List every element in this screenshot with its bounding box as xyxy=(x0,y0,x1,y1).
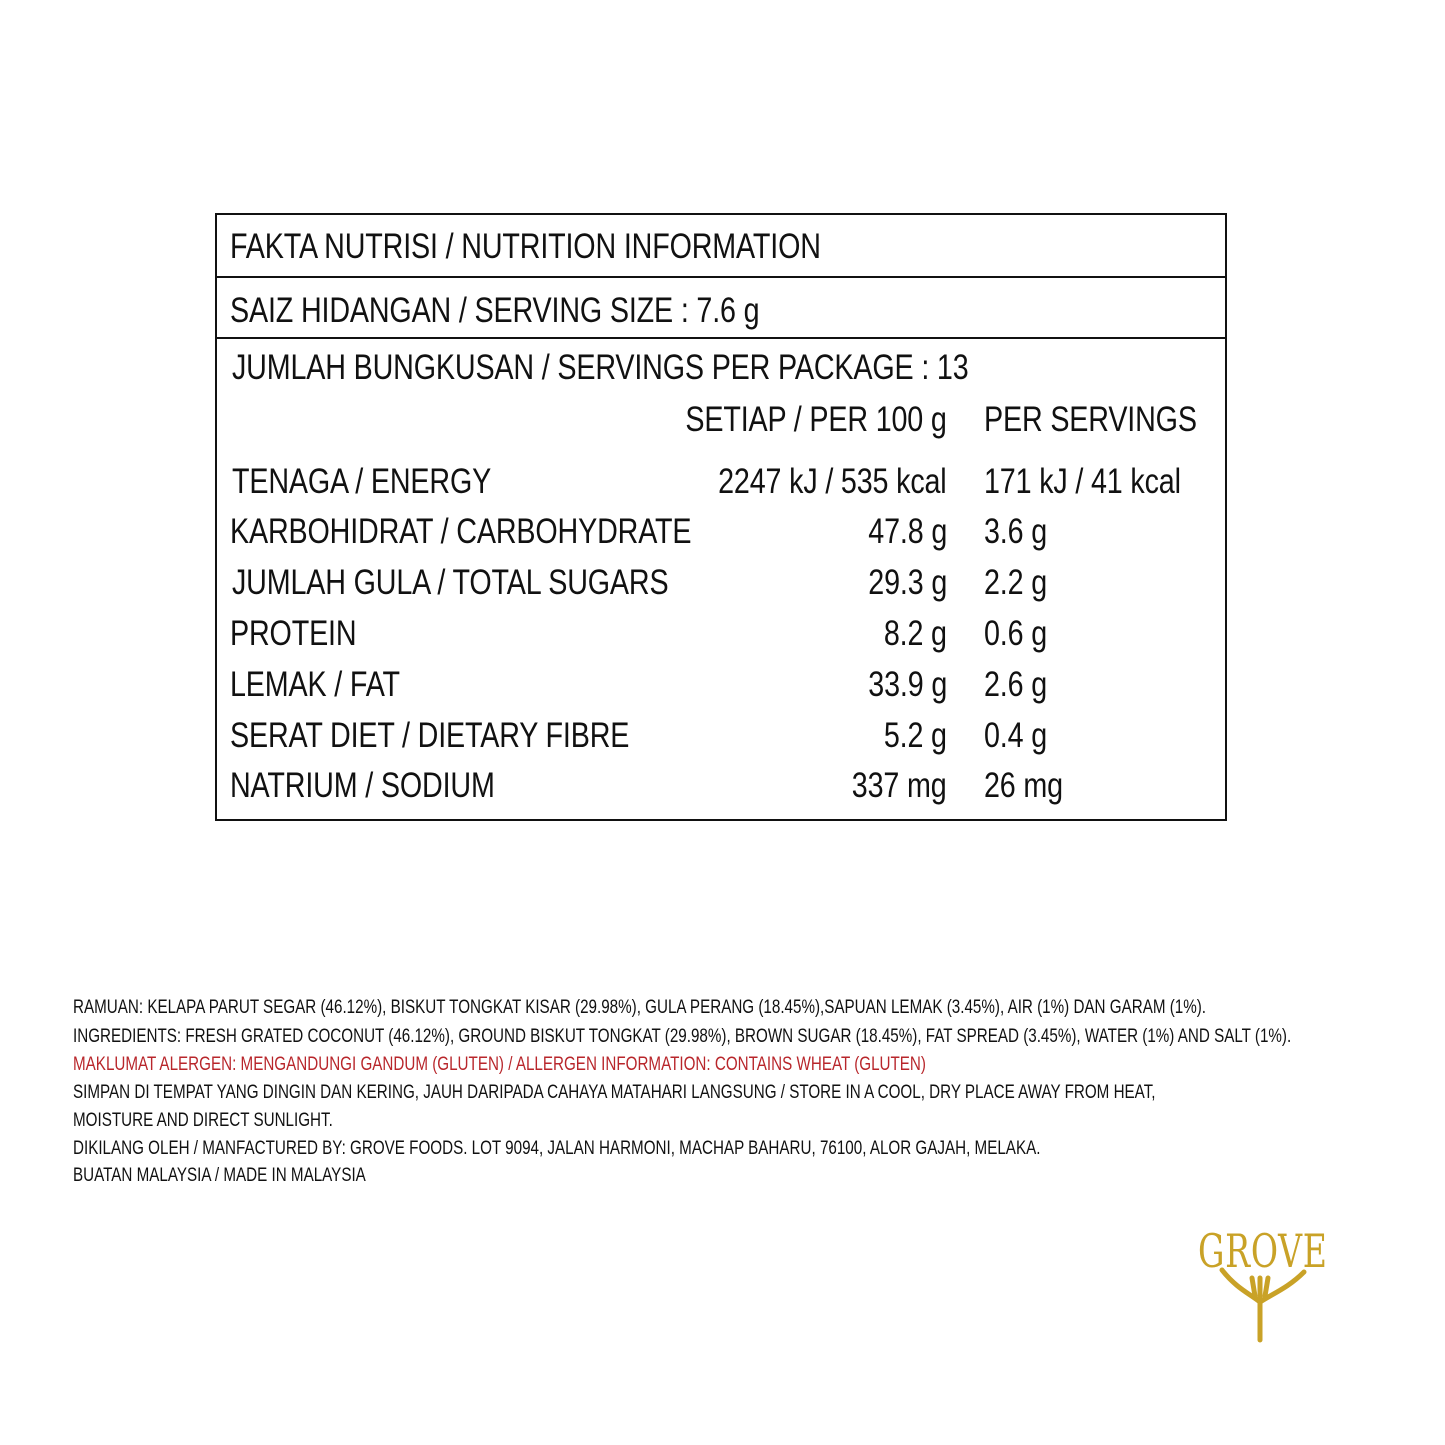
nutrition-panel xyxy=(215,213,1227,821)
serving-size: SAIZ HIDANGAN / SERVING SIZE : 7.6 g xyxy=(230,291,760,330)
column-header-per-100g: SETIAP / PER 100 g xyxy=(685,400,947,439)
ingredients-english: INGREDIENTS: FRESH GRATED COCONUT (46.12%), GROUND BISKUT TONGKAT (29.98%), BROWN SUGAR (18.45%), FAT SPREAD (3.45%), WATER (1%) AND SALT (1%). xyxy=(73,1026,1292,1047)
row-value-per-serving: 26 mg xyxy=(984,766,1063,805)
storage-instructions-continued: MOISTURE AND DIRECT SUNLIGHT. xyxy=(73,1110,333,1131)
logo-text: GROVE xyxy=(1198,1224,1328,1278)
row-value-per-serving: 3.6 g xyxy=(984,512,1048,551)
row-label: TENAGA / ENERGY xyxy=(232,462,492,501)
divider xyxy=(217,276,1225,278)
row-value-per-100g: 29.3 g xyxy=(868,563,947,602)
allergen-info: MAKLUMAT ALERGEN: MENGANDUNGI GANDUM (GLUTEN) / ALLERGEN INFORMATION: CONTAINS WHEAT (GLUTEN) xyxy=(73,1054,926,1075)
row-value-per-serving: 2.6 g xyxy=(984,665,1048,704)
row-value-per-serving: 171 kJ / 41 kcal xyxy=(984,462,1181,501)
row-label: KARBOHIDRAT / CARBOHYDRATE xyxy=(230,512,692,551)
row-value-per-100g: 5.2 g xyxy=(883,716,947,755)
row-value-per-100g: 47.8 g xyxy=(868,512,947,551)
ingredients-malay: RAMUAN: KELAPA PARUT SEGAR (46.12%), BISKUT TONGKAT KISAR (29.98%), GULA PERANG (18.45%),SAPUAN LEMAK (3.45%), AIR (1%) DAN GARAM (1%). xyxy=(73,997,1207,1018)
row-label: NATRIUM / SODIUM xyxy=(230,766,495,805)
row-value-per-serving: 0.4 g xyxy=(984,716,1048,755)
divider xyxy=(217,337,1225,339)
column-header-per-serving: PER SERVINGS xyxy=(984,400,1197,439)
row-label: PROTEIN xyxy=(230,614,357,653)
row-label: JUMLAH GULA / TOTAL SUGARS xyxy=(232,563,669,602)
row-label: LEMAK / FAT xyxy=(230,665,400,704)
row-value-per-100g: 33.9 g xyxy=(868,665,947,704)
row-value-per-100g: 8.2 g xyxy=(883,614,947,653)
row-value-per-serving: 2.2 g xyxy=(984,563,1048,602)
manufacturer-info: DIKILANG OLEH / MANFACTURED BY: GROVE FOODS. LOT 9094, JALAN HARMONI, MACHAP BAHARU, 76100, ALOR GAJAH, MELAKA. xyxy=(73,1138,1041,1159)
row-value-per-100g: 2247 kJ / 535 kcal xyxy=(718,462,947,501)
row-label: SERAT DIET / DIETARY FIBRE xyxy=(230,716,630,755)
servings-per-package: JUMLAH BUNGKUSAN / SERVINGS PER PACKAGE : 13 xyxy=(232,348,969,387)
storage-instructions: SIMPAN DI TEMPAT YANG DINGIN DAN KERING, JAUH DARIPADA CAHAYA MATAHARI LANGSUNG / STORE IN A COOL, DRY PLACE AWAY FROM HEAT, xyxy=(73,1082,1156,1103)
panel-title: FAKTA NUTRISI / NUTRITION INFORMATION xyxy=(230,227,821,266)
grove-logo xyxy=(1192,1222,1340,1344)
row-value-per-serving: 0.6 g xyxy=(984,614,1048,653)
row-value-per-100g: 337 mg xyxy=(852,766,947,805)
origin-info: BUATAN MALAYSIA / MADE IN MALAYSIA xyxy=(73,1165,366,1186)
